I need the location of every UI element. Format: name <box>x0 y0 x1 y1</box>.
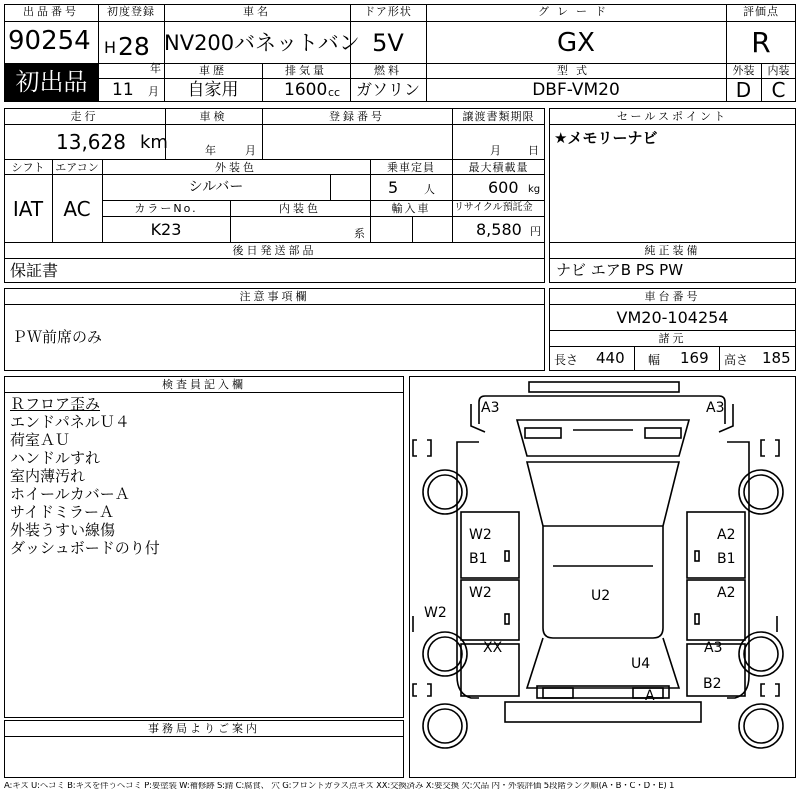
month-unit: 月 <box>148 85 159 98</box>
damage-code: A3 <box>704 640 723 656</box>
exterior-color-label: 外装色 <box>215 161 257 174</box>
inspector-line: 荷室ＡＵ <box>10 431 71 449</box>
headlight-left <box>525 428 561 438</box>
score: R <box>751 26 771 59</box>
sales-point: ★メモリーナビ <box>554 129 658 147</box>
door-type: 5V <box>372 29 404 57</box>
interior-grade: C <box>771 78 786 102</box>
damage-code: A3 <box>481 400 500 416</box>
inspector-line: ハンドルすれ <box>10 449 101 467</box>
inspector-line: ダッシュボードのり付 <box>10 539 160 557</box>
length: 440 <box>596 349 625 367</box>
era: H <box>104 38 117 57</box>
chassis-number-label: 車台番号 <box>644 290 701 303</box>
lot-number: 90254 <box>8 26 91 56</box>
displacement-label: 排気量 <box>285 64 327 77</box>
damage-code: XX <box>483 640 503 656</box>
mileage-unit: km <box>140 132 168 153</box>
damage-code: W2 <box>469 585 492 601</box>
capacity: 5 <box>388 178 399 197</box>
capacity-unit: 人 <box>424 183 435 196</box>
model-label: 型式 <box>557 64 595 77</box>
displacement: 1600 <box>284 80 328 100</box>
inspector-line: Ｒフロア歪み <box>10 395 101 413</box>
inspector-line: エンドパネルＵ４ <box>10 413 130 431</box>
transfer-day-unit: 日 <box>528 144 539 157</box>
mileage: 13,628 <box>56 130 126 154</box>
lot-number-label: 出品番号 <box>23 5 79 18</box>
office-label: 事務局よりご案内 <box>148 722 260 735</box>
later-parts: 保証書 <box>10 261 59 280</box>
shift-label: シフト <box>11 161 45 174</box>
registration-month: 11 <box>112 80 134 100</box>
later-parts-label: 後日発送部品 <box>232 244 317 257</box>
rear-bumper-lower <box>505 702 701 722</box>
car-diagram <box>409 376 796 778</box>
length-label: 長さ <box>554 353 579 367</box>
air-conditioner: AC <box>63 197 91 221</box>
damage-code: U4 <box>631 656 651 672</box>
first-listing-badge <box>5 64 98 101</box>
door-label: ドア形状 <box>364 5 412 18</box>
height: 185 <box>762 349 791 367</box>
mileage-label: 走行 <box>70 110 99 123</box>
rear-right-door <box>687 580 745 640</box>
registration-number-label: 登録番号 <box>329 110 385 123</box>
sales-point-label: セールスポイント <box>616 110 728 123</box>
front-left-door <box>461 512 519 578</box>
inspection-year-unit: 年 <box>205 144 216 157</box>
max-load-label: 最大積載量 <box>468 161 529 174</box>
recycle-unit: 円 <box>530 225 541 238</box>
inspector-label: 検査員記入欄 <box>162 378 246 391</box>
first-registration-label: 初度登録 <box>107 5 155 18</box>
first-listing-text: 初出品 <box>15 68 88 96</box>
inspection-month-unit: 月 <box>245 144 256 157</box>
inspector-line: 外装うすい線傷 <box>10 521 116 539</box>
equipment-label: 純正装備 <box>644 244 701 257</box>
height-label: 高さ <box>724 353 749 367</box>
exterior-grade-label: 外装 <box>732 64 755 77</box>
legend: A:キズ U:ヘコミ B:キズを伴うヘコミ P:要塗装 W:補修跡 S:錆 C:腐食、 穴 G:フロントガラス点キズ XX:交換済み X:要交換 欠:欠品 内・外装評価 5段階ランク順(A・B・C・D・E) 1 <box>4 782 675 791</box>
max-load: 600 <box>488 178 519 197</box>
damage-code: W2 <box>424 605 447 621</box>
history: 自家用 <box>187 80 239 100</box>
displacement-unit: cc <box>328 86 341 99</box>
front-bumper-strip <box>529 382 679 392</box>
damage-code: A2 <box>717 585 736 601</box>
headlight-right <box>645 428 681 438</box>
year-unit: 年 <box>150 62 161 75</box>
fuel: ガソリン <box>355 80 420 99</box>
shift: IAT <box>12 197 44 221</box>
max-load-unit: kg <box>528 184 541 195</box>
model-code: DBF-VM20 <box>532 80 620 100</box>
capacity-label: 乗車定員 <box>387 161 435 174</box>
chassis-number: VM20-104254 <box>616 308 729 327</box>
width-label: 幅 <box>648 353 661 367</box>
damage-code: A3 <box>706 400 725 416</box>
import-label: 輸入車 <box>391 202 431 215</box>
color-number: K23 <box>150 220 182 239</box>
front-right-door <box>687 512 745 578</box>
interior-grade-label: 内装 <box>767 64 790 77</box>
damage-code: A <box>645 688 655 704</box>
score-label: 評価点 <box>743 5 779 18</box>
interior-color-label: 内装色 <box>279 202 321 215</box>
grade-label: グレード <box>538 5 614 18</box>
dimensions-label: 諸元 <box>658 332 687 345</box>
equipment: ナビ エアB PS PW <box>556 261 684 279</box>
damage-code: B1 <box>717 551 736 567</box>
inspector-line: 室内薄汚れ <box>10 467 86 485</box>
inspector-line: ホイールカバーＡ <box>10 485 130 503</box>
color-number-label: カラーNo. <box>134 202 198 215</box>
damage-code: U2 <box>591 588 611 604</box>
notes-label: 注意事項欄 <box>239 290 310 303</box>
rear-window <box>527 638 679 688</box>
grade: GX <box>557 28 595 58</box>
fuel-label: 燃料 <box>374 64 402 77</box>
width: 169 <box>680 349 709 367</box>
transfer-deadline-label: 譲渡書類期限 <box>462 110 535 123</box>
damage-code: A2 <box>717 527 736 543</box>
interior-color-suffix: 系 <box>354 227 365 240</box>
inspector-line: サイドミラーＡ <box>10 503 114 521</box>
notes: ＰＷ前席のみ <box>12 328 103 346</box>
recycle-label: リサイクル預託金 <box>454 202 533 213</box>
ac-label: エアコン <box>55 161 99 174</box>
exterior-color: シルバー <box>188 179 244 195</box>
damage-code: W2 <box>469 527 492 543</box>
damage-code: B1 <box>469 551 488 567</box>
recycle-fee: 8,580 <box>476 220 522 239</box>
exterior-grade: D <box>735 78 752 102</box>
inspection-label: 車検 <box>199 110 228 123</box>
damage-code: B2 <box>703 676 722 692</box>
inspector-notes <box>10 395 160 557</box>
car-name: NV200バネットバン <box>164 31 360 55</box>
car-name-label: 車名 <box>243 5 271 18</box>
registration-year: 28 <box>118 32 150 61</box>
history-label: 車歴 <box>199 64 227 77</box>
transfer-month-unit: 月 <box>490 144 501 157</box>
roof <box>527 462 679 638</box>
